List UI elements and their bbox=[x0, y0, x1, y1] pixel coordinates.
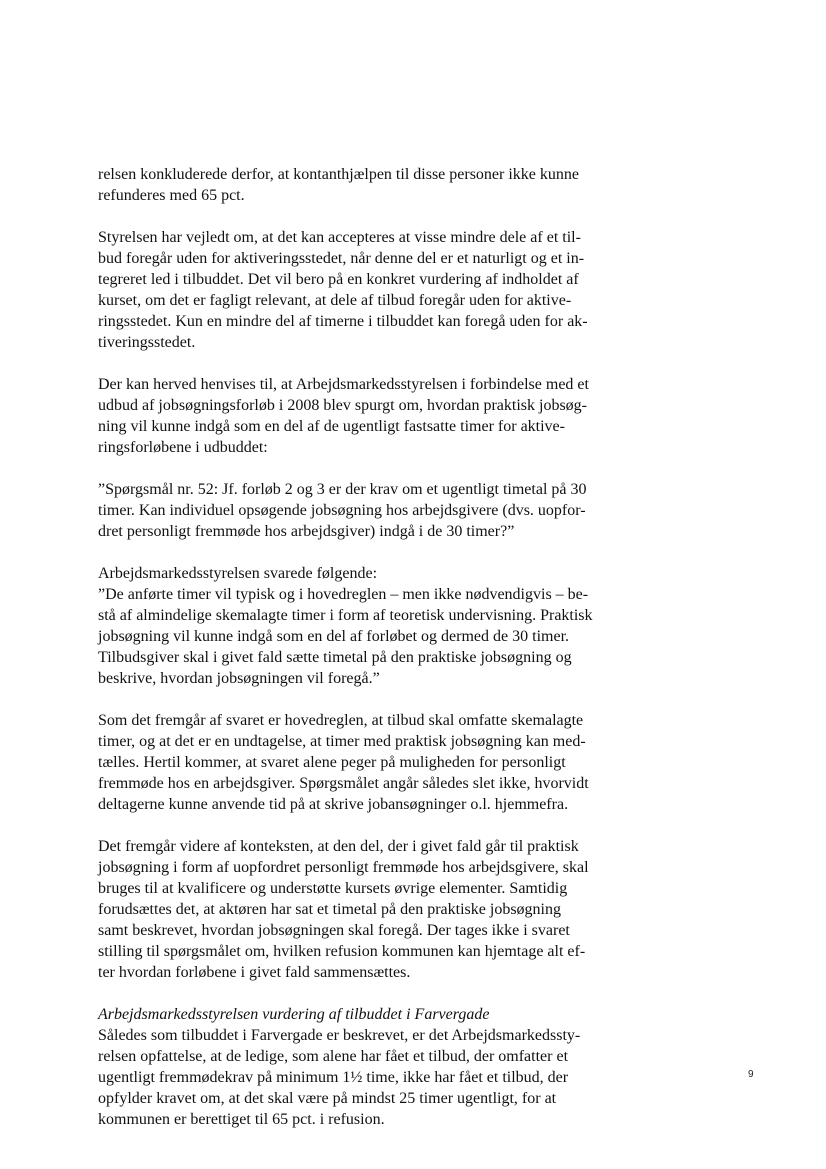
paragraph-2 bbox=[98, 227, 638, 353]
text-line: samt beskrevet, hvordan jobsøgningen skal foregå. Der tages ikke i svaret bbox=[98, 922, 570, 939]
paragraph-7 bbox=[98, 836, 638, 983]
text-line: timer. Kan individuel opsøgende jobsøgning hos arbejdsgivere (dvs. uopfor- bbox=[98, 502, 586, 519]
text-line: Som det fremgår af svaret er hovedreglen, at tilbud skal omfatte skemalagte bbox=[98, 712, 584, 729]
text-line: refunderes med 65 pct. bbox=[98, 187, 245, 204]
text-line: Styrelsen har vejledt om, at det kan accepteres at visse mindre dele af et til- bbox=[98, 229, 581, 246]
paragraph-8 bbox=[98, 1004, 638, 1130]
text-line: bruges til at kvalificere og understøtte kursets øvrige elementer. Samtidig bbox=[98, 880, 568, 897]
text-line: timer, og at det er en undtagelse, at timer med praktisk jobsøgning kan med- bbox=[98, 733, 586, 750]
text-line: beskrive, hvordan jobsøgningen vil foregå.” bbox=[98, 670, 380, 687]
text-line: ”Spørgsmål nr. 52: Jf. forløb 2 og 3 er der krav om et ugentligt timetal på 30 bbox=[98, 481, 587, 498]
text-line: tegreret led i tilbuddet. Det vil bero på en konkret vurdering af indholdet af bbox=[98, 271, 579, 288]
text-line: tælles. Hertil kommer, at svaret alene peger på muligheden for personligt bbox=[98, 754, 566, 771]
text-line: ugentligt fremmødekrav på minimum 1½ time, ikke har fået et tilbud, der bbox=[98, 1069, 569, 1086]
text-line: bud foregår uden for aktiveringsstedet, når denne del er et naturligt og et in- bbox=[98, 250, 585, 267]
text-line: Således som tilbuddet i Farvergade er beskrevet, er det Arbejdsmarkedssty- bbox=[98, 1027, 581, 1044]
text-line: Tilbudsgiver skal i givet fald sætte timetal på den praktiske jobsøgning og bbox=[98, 649, 572, 666]
body-text bbox=[98, 164, 638, 1130]
quoted-answer bbox=[98, 563, 638, 689]
text-line: ter hvordan forløbene i givet fald sammensættes. bbox=[98, 964, 411, 981]
text-line: stilling til spørgsmålet om, hvilken refusion kommunen kan hjemtage alt ef- bbox=[98, 943, 586, 960]
text-line: ringsforløbene i udbuddet: bbox=[98, 439, 268, 456]
text-line: kurset, om det er fagligt relevant, at dele af tilbud foregår uden for aktive- bbox=[98, 292, 572, 309]
paragraph-1 bbox=[98, 164, 638, 206]
text-line: udbud af jobsøgningsforløb i 2008 blev spurgt om, hvordan praktisk jobsøg- bbox=[98, 397, 587, 414]
text-line: ning vil kunne indgå som en del af de ugentligt fastsatte timer for aktive- bbox=[98, 418, 565, 435]
text-line: kommunen er berettiget til 65 pct. i refusion. bbox=[98, 1111, 385, 1128]
text-line: relsen opfattelse, at de ledige, som alene har fået et tilbud, der omfatter et bbox=[98, 1048, 569, 1065]
quoted-question bbox=[98, 479, 638, 542]
text-line: ”De anførte timer vil typisk og i hovedreglen – men ikke nødvendigvis – be- bbox=[98, 586, 589, 603]
text-line: Der kan herved henvises til, at Arbejdsmarkedsstyrelsen i forbindelse med et bbox=[98, 376, 589, 393]
text-line: relsen konkluderede derfor, at kontanthjælpen til disse personer ikke kunne bbox=[98, 166, 579, 183]
text-line: dret personligt fremmøde hos arbejdsgiver) indgå i de 30 timer?” bbox=[98, 523, 515, 540]
text-line: fremmøde hos en arbejdsgiver. Spørgsmålet angår således slet ikke, hvorvidt bbox=[98, 775, 589, 792]
text-line: forudsættes det, at aktøren har sat et timetal på den praktiske jobsøgning bbox=[98, 901, 561, 918]
text-line: opfylder kravet om, at det skal være på mindst 25 timer ugentligt, for at bbox=[98, 1090, 557, 1107]
text-line: tiveringsstedet. bbox=[98, 334, 196, 351]
text-line: jobsøgning vil kunne indgå som en del af forløbet og dermed de 30 timer. bbox=[98, 628, 570, 645]
text-line: ringsstedet. Kun en mindre del af timerne i tilbuddet kan foregå uden for ak- bbox=[98, 313, 588, 330]
paragraph-6 bbox=[98, 710, 638, 815]
text-line: jobsøgning i form af uopfordret personligt fremmøde hos arbejdsgivere, skal bbox=[98, 859, 589, 876]
section-heading: Arbejdsmarkedsstyrelsen vurdering af tilbuddet i Farvergade bbox=[98, 1006, 490, 1023]
text-line: Arbejdsmarkedsstyrelsen svarede følgende: bbox=[98, 565, 378, 582]
text-line: stå af almindelige skemalagte timer i form af teoretisk undervisning. Praktisk bbox=[98, 607, 593, 624]
text-line: deltagerne kunne anvende tid på at skrive jobansøgninger o.l. hjemmefra. bbox=[98, 796, 569, 813]
page-number: 9 bbox=[748, 1069, 754, 1080]
paragraph-3 bbox=[98, 374, 638, 458]
text-line: Det fremgår videre af konteksten, at den del, der i givet fald går til praktisk bbox=[98, 838, 579, 855]
